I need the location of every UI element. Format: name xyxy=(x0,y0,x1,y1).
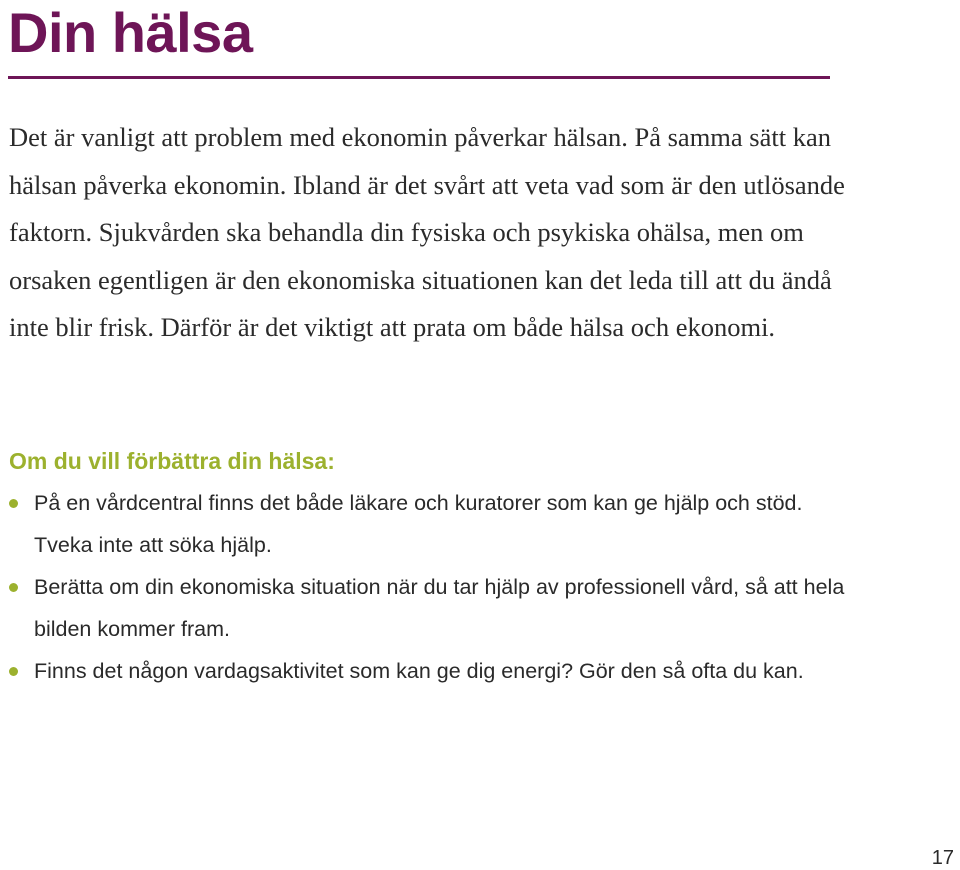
list-item xyxy=(9,566,849,650)
tips-heading: Om du vill förbättra din hälsa: xyxy=(9,448,335,474)
bullet-dot-icon xyxy=(9,667,18,676)
bullet-dot-icon xyxy=(9,499,18,508)
page-title: Din hälsa xyxy=(8,1,253,64)
list-item-text: Finns det någon vardagsaktivitet som kan ge dig energi? Gör den så ofta du kan. xyxy=(34,659,804,683)
list-item xyxy=(9,650,849,692)
page-number: 17 xyxy=(931,847,954,869)
title-underline-divider xyxy=(8,76,830,79)
list-item-text: Berätta om din ekonomiska situation när du tar hjälp av professionell vård, så att hela bilden kommer fram. xyxy=(34,575,845,641)
bullet-dot-icon xyxy=(9,583,18,592)
list-item xyxy=(9,482,849,566)
intro-paragraph: Det är vanligt att problem med ekonomin påverkar hälsan. På samma sätt kan hälsan påverka ekonomin. Ibland är det svårt att veta vad som är den utlösande faktorn. Sjukvården ska behandla din fysiska och psykiska ohälsa, men om orsaken egentligen är den ekonomiska situationen kan det leda till att du ändå inte blir frisk. Därför är det viktigt att prata om både hälsa och ekonomi. xyxy=(9,122,845,342)
tips-list xyxy=(9,482,849,692)
list-item-text: På en vårdcentral finns det både läkare och kuratorer som kan ge hjälp och stöd. Tveka inte att söka hjälp. xyxy=(34,491,803,557)
